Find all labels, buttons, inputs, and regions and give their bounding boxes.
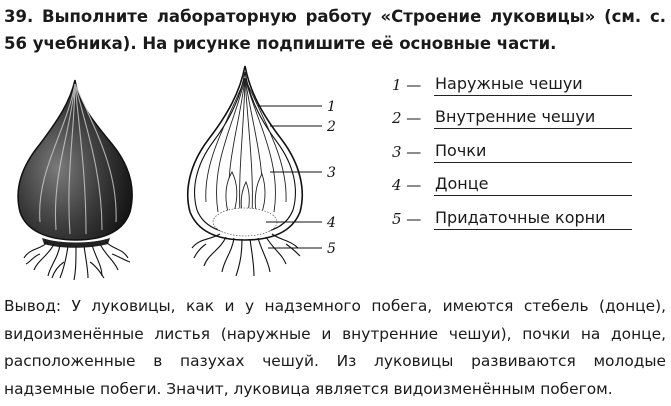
bulb-exterior-illustration (18, 80, 132, 280)
conclusion-text: Вывод: У луковицы, как и у надземного побега, имеются стебель (донце), видоизменённые листья (наружные и внутренние чешуи), почки на донце, расположенные в пазухах чешуй. Из луковицы развиваются молодые надземные побеги. Значит, луковица является видоизменённым побегом. (4, 297, 666, 398)
callout-5: 5 (327, 241, 336, 257)
task-statement: 39. Выполните лабораторную работу «Строение луковицы» (см. с. 56 учебника). На рисунке подпишите её основные части. (4, 7, 666, 53)
label-row-5 (392, 204, 632, 230)
label-answer: Почки (434, 140, 632, 163)
callout-3: 3 (327, 165, 336, 181)
label-number: 3 — (392, 143, 422, 161)
bulb-cross-section-illustration (188, 66, 336, 276)
label-answer: Наружные чешуи (434, 73, 632, 96)
label-answer: Придаточные корни (434, 207, 632, 230)
label-answer: Донце (434, 173, 632, 196)
label-row-1 (392, 70, 632, 96)
label-row-4 (392, 170, 632, 196)
label-number: 4 — (392, 176, 422, 194)
label-number: 1 — (392, 76, 422, 94)
label-row-3 (392, 137, 632, 163)
callout-4: 4 (327, 215, 336, 231)
callout-1: 1 (327, 99, 336, 115)
label-row-2 (392, 103, 632, 129)
label-number: 5 — (392, 210, 422, 228)
label-number: 2 — (392, 109, 422, 127)
label-answer: Внутренние чешуи (434, 106, 632, 129)
callout-2: 2 (327, 119, 336, 135)
